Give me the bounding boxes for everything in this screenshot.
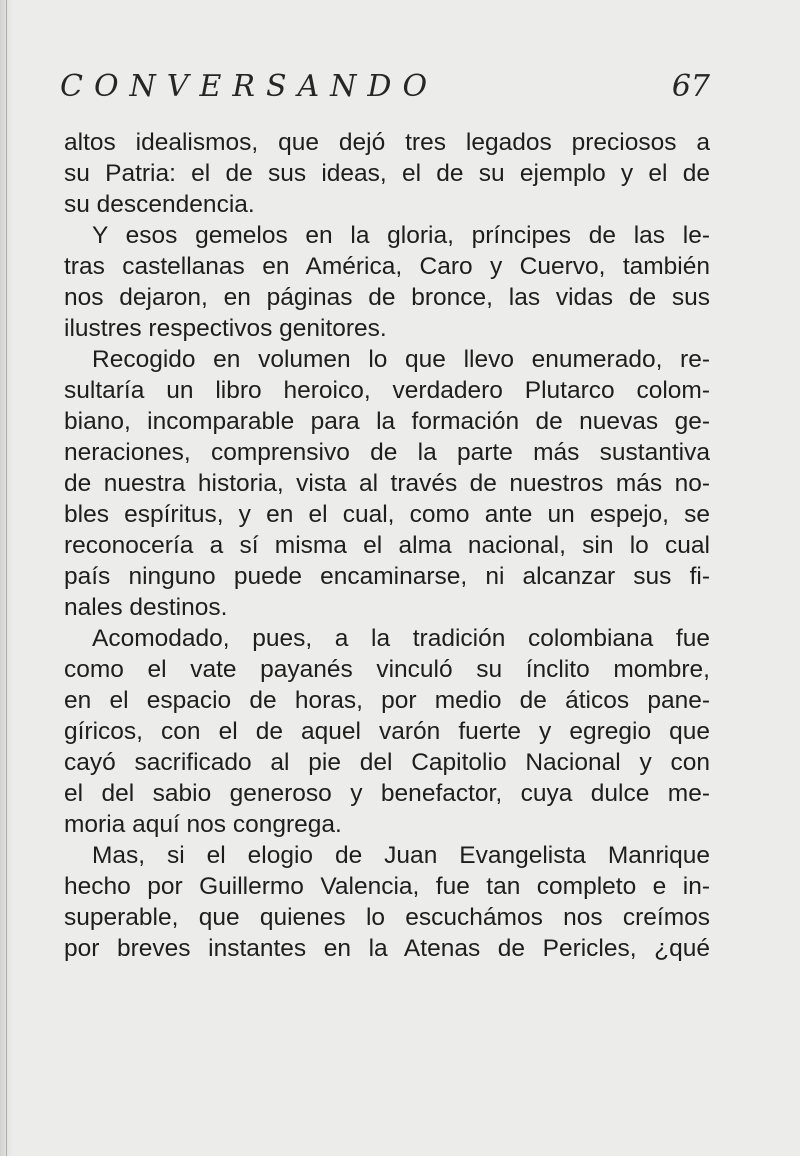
text-line: hecho por Guillermo Valencia, fue tan completo e in- (64, 873, 710, 900)
text-line: de nuestra historia, vista al través de nuestros más no- (64, 470, 710, 497)
text-line: en el espacio de horas, por medio de áticos pane- (64, 687, 710, 714)
text-line: Recogido en volumen lo que llevo enumerado, re- (92, 346, 710, 373)
text-line: nos dejaron, en páginas de bronce, las vidas de sus (64, 284, 710, 311)
text-line: sultaría un libro heroico, verdadero Plutarco colom- (64, 377, 710, 404)
text-line: por breves instantes en la Atenas de Pericles, ¿qué (64, 935, 710, 962)
text-line: país ninguno puede encaminarse, ni alcanzar sus fi- (64, 563, 710, 590)
page-gutter (0, 0, 14, 1156)
text-line: nales destinos. (64, 594, 228, 621)
running-head (60, 64, 710, 110)
text-line: ilustres respectivos genitores. (64, 315, 387, 342)
text-line: reconocería a sí misma el alma nacional, sin lo cual (64, 532, 710, 559)
text-line: Mas, si el elogio de Juan Evangelista Manrique (92, 842, 710, 869)
text-line: Acomodado, pues, a la tradición colombiana fue (92, 625, 710, 652)
text-line: su Patria: el de sus ideas, el de su ejemplo y el de (64, 160, 710, 187)
text-line: tras castellanas en América, Caro y Cuervo, también (64, 253, 710, 280)
text-line: su descendencia. (64, 191, 255, 218)
page-number: 67 (671, 69, 710, 104)
text-line: como el vate payanés vinculó su ínclito mombre, (64, 656, 710, 683)
text-line: altos idealismos, que dejó tres legados preciosos a (64, 129, 710, 156)
body-text (64, 127, 710, 964)
text-line: neraciones, comprensivo de la parte más sustantiva (64, 439, 710, 466)
text-line: biano, incomparable para la formación de nuevas ge- (64, 408, 710, 435)
text-line: el del sabio generoso y benefactor, cuya dulce me- (64, 780, 710, 807)
text-line: superable, que quienes lo escuchámos nos creímos (64, 904, 710, 931)
text-line: moria aquí nos congrega. (64, 811, 342, 838)
running-title: CONVERSANDO (60, 69, 439, 104)
text-line: bles espíritus, y en el cual, como ante un espejo, se (64, 501, 710, 528)
text-line: cayó sacrificado al pie del Capitolio Nacional y con (64, 749, 710, 776)
text-line: gíricos, con el de aquel varón fuerte y egregio que (64, 718, 710, 745)
text-line: Y esos gemelos en la gloria, príncipes de las le- (92, 222, 710, 249)
binding-line (6, 0, 7, 1156)
